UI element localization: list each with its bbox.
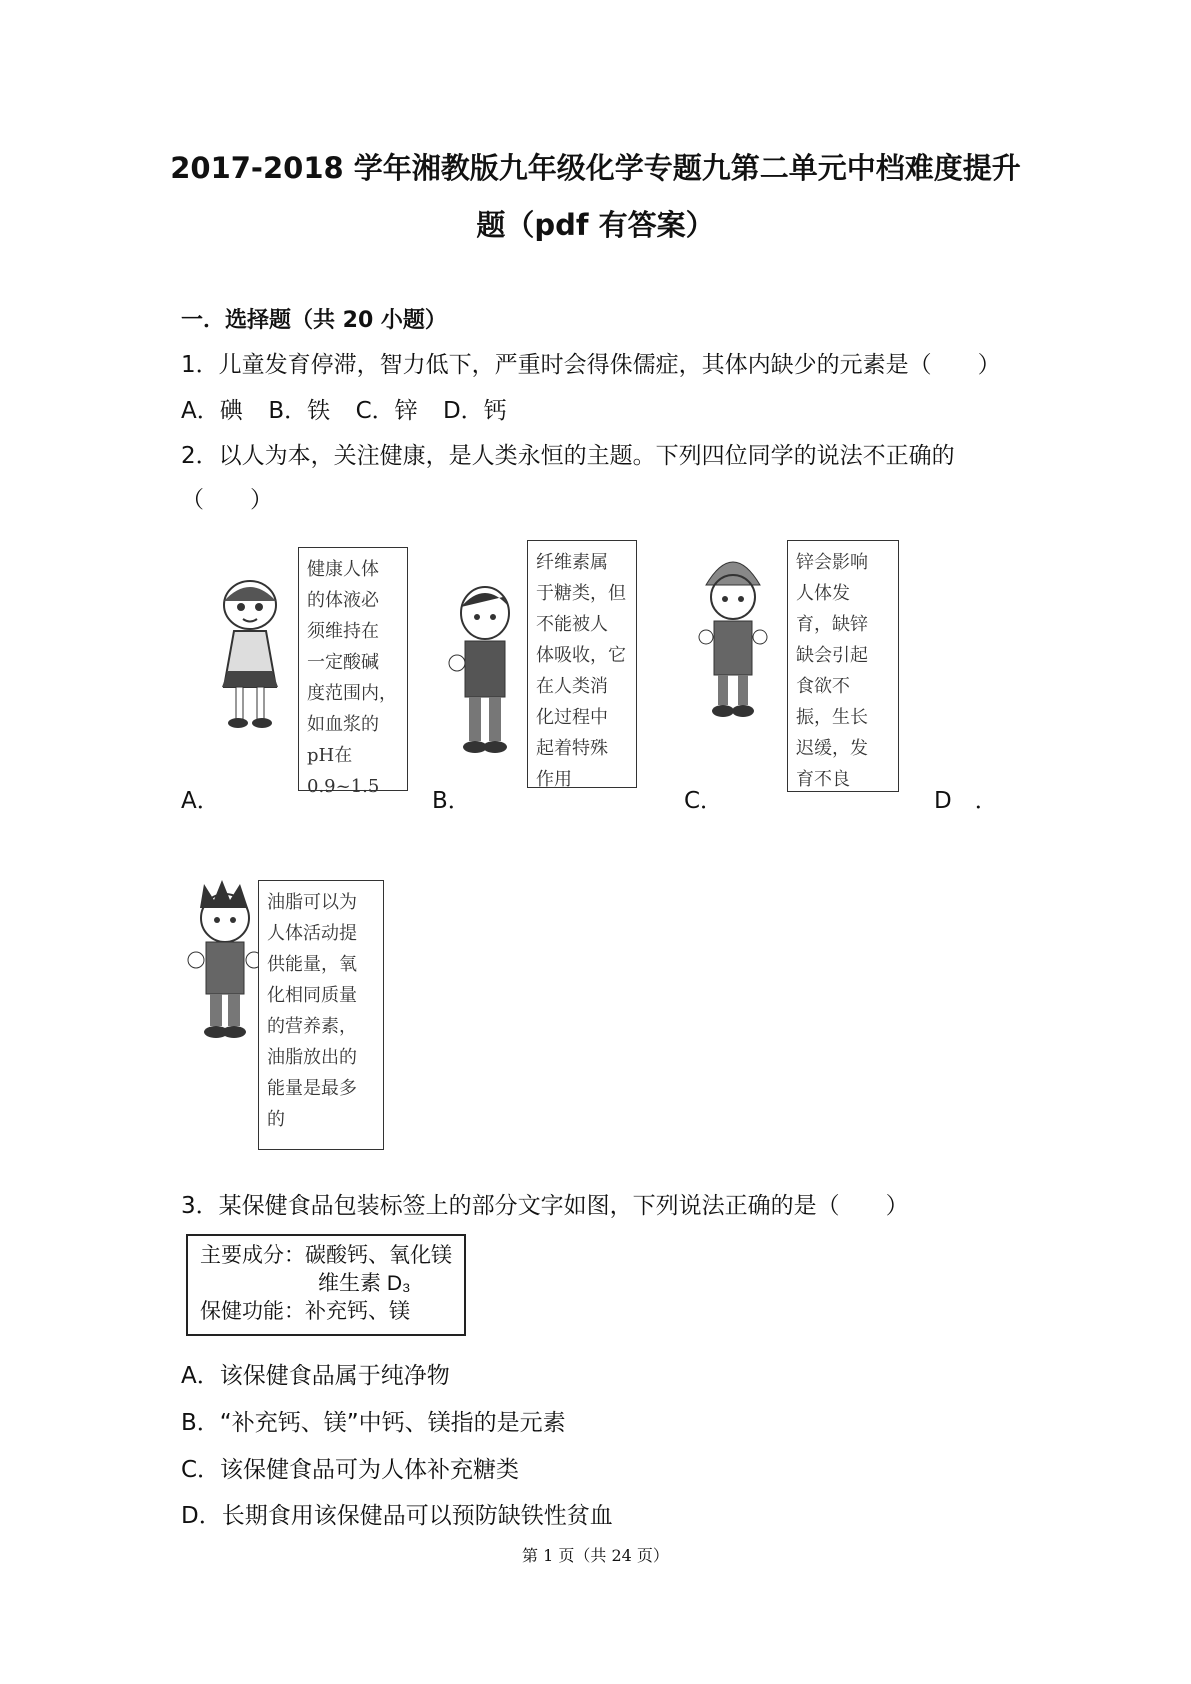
speech-bubble-c: 锌会影响 人体发 育，缺锌 缺会引起 食欲不 振，生长 迟缓，发 育不良 [787,540,899,792]
cartoon-boy-hat-icon [688,545,778,725]
label-ingredients: 主要成分：碳酸钙、氧化镁 [200,1244,452,1267]
q3-stem: 3．某保健食品包装标签上的部分文字如图，下列说法正确的是（ ） [181,1193,909,1219]
cartoon-boy-figure-c [688,545,778,725]
q2-stem-line-1: 2．以人为本，关注健康，是人类永恒的主题。下列四位同学的说法不正确的 [181,443,955,469]
page-title-line-2: 题（pdf 有答案） [476,208,715,242]
cartoon-boy-spiky-hair-icon [180,878,270,1048]
speech-bubble-a: 健康人体 的体液必 须维持在 一定酸碱 度范围内， 如血浆的 pH在0.9~1.5 [298,547,408,791]
label-function: 保健功能：补充钙、镁 [200,1300,410,1323]
label-vitamin: 维生素 D₃ [318,1272,411,1295]
q3-option-d: D．长期食用该保健品可以预防缺铁性贫血 [181,1503,613,1529]
q3-option-c: C．该保健食品可为人体补充糖类 [181,1457,520,1483]
q1-stem: 1．儿童发育停滞，智力低下，严重时会得侏儒症，其体内缺少的元素是（ ） [181,352,1001,378]
cartoon-boy-figure-b [445,583,525,763]
q2-option-b-label: B． [432,788,471,814]
q3-option-b: B．“补充钙、镁”中钙、镁指的是元素 [181,1410,566,1436]
speech-bubble-d: 油脂可以为 人体活动提 供能量，氧 化相同质量 的营养素， 油脂放出的 能量是最多 的 [258,880,384,1150]
page-title-line-1: 2017-2018 学年湘教版九年级化学专题九第二单元中档难度提升 [170,151,1021,185]
q1-option-a: A．碘 [181,398,243,424]
supplement-label-box [186,1234,466,1336]
q2-option-c-label: C． [684,788,724,814]
q2-stem-line-2: （ ） [181,487,273,513]
cartoon-girl-figure [210,575,290,735]
page-footer: 第 1 页（共 24 页） [522,1546,669,1565]
cartoon-boy-figure-d [180,878,270,1048]
section-heading: 一．选择题（共 20 小题） [181,308,447,333]
q3-option-a: A．该保健食品属于纯净物 [181,1363,450,1389]
cartoon-girl-icon [210,575,290,735]
q1-option-d: D．钙 [442,398,507,424]
q2-option-d-label: D ． [934,788,998,814]
q1-options [181,392,507,425]
q1-option-c: C．锌 [355,398,418,424]
q1-option-b: B．铁 [268,398,331,424]
q2-option-a-label: A． [181,788,220,814]
speech-bubble-b: 纤维素属 于糖类，但 不能被人 体吸收，它 在人类消 化过程中 起着特殊 作用 [527,540,637,788]
cartoon-boy-icon [445,583,525,763]
